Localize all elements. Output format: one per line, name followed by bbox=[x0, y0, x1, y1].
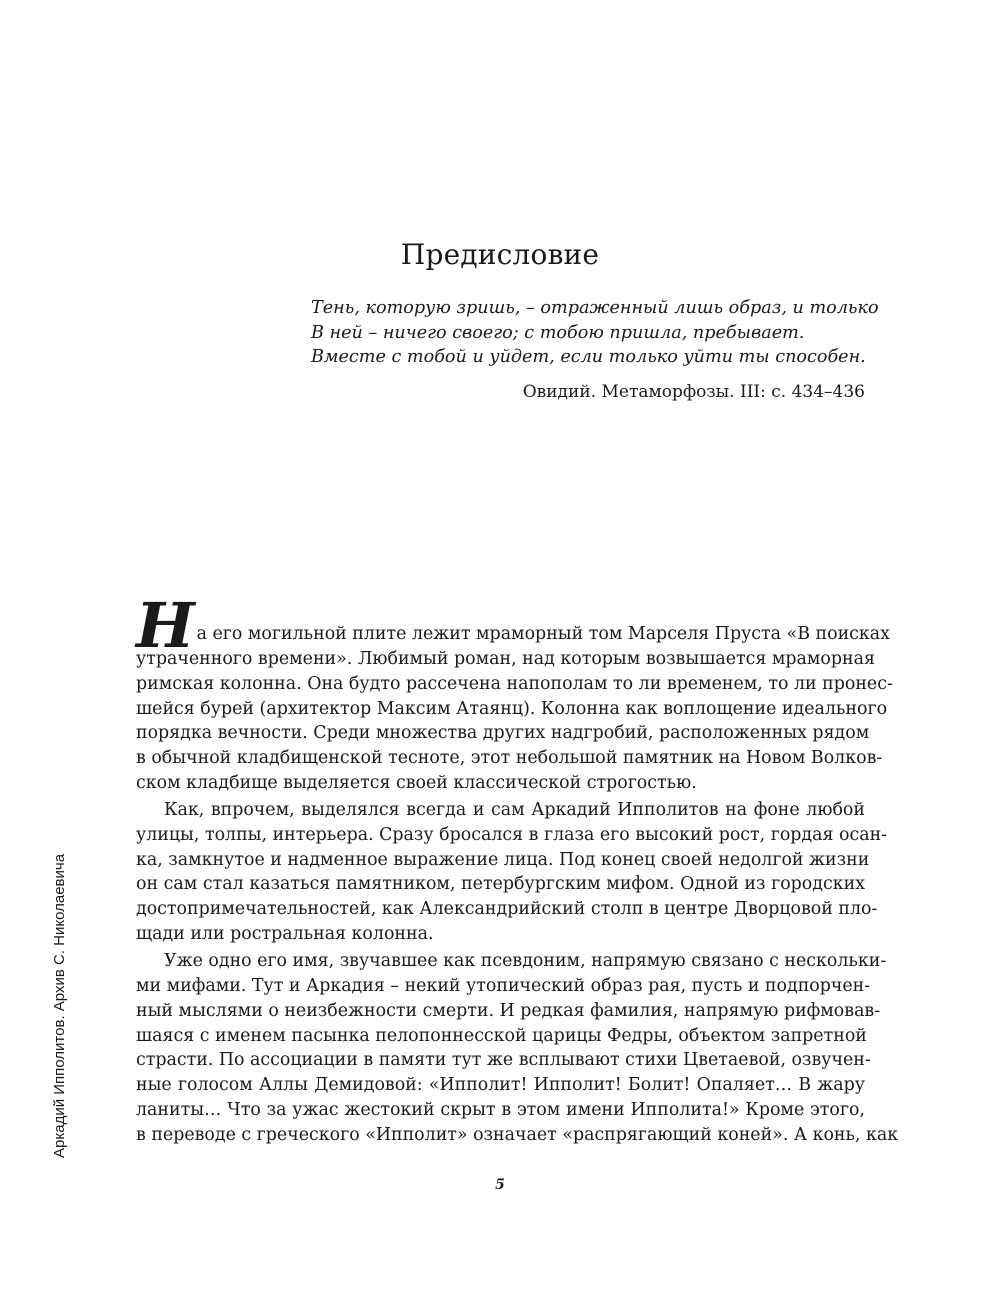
text-line: щади или ростральная колонна. bbox=[136, 924, 434, 945]
paragraph-3 bbox=[136, 949, 899, 1148]
text-line: а его могильной плите лежит мраморный том Марселя Пруста «В поисках bbox=[196, 624, 890, 644]
text-line: ском кладбище выделяется своей классической строгостью. bbox=[136, 773, 697, 794]
text-line: ный мыслями о неизбежности смерти. И редкая фамилия, напрямую рифмовав- bbox=[136, 1000, 881, 1021]
epigraph-line: Вместе с тобой и уйдет, если только уйти ты способен. bbox=[311, 347, 866, 367]
text-line: ланиты… Что за ужас жестокий скрыт в этом имени Ипполита!» Кроме этого, bbox=[136, 1100, 865, 1121]
page-number: 5 bbox=[495, 1177, 505, 1193]
epigraph-line: Тень, которую зришь, – отраженный лишь образ, и только bbox=[311, 298, 879, 318]
text-line: шаяся с именем пасынка пелопоннесской царицы Федры, объектом запретной bbox=[136, 1025, 867, 1046]
paragraph-2 bbox=[136, 798, 888, 947]
text-line: в обычной кладбищенской тесноте, этот небольшой памятник на Новом Волков- bbox=[136, 748, 883, 769]
paragraph-1 bbox=[136, 589, 893, 796]
text-line: он сам стал казаться памятником, петербургским мифом. Одной из городских bbox=[136, 874, 865, 895]
text-line: Как, впрочем, выделялся всегда и сам Аркадий Ипполитов на фоне любой bbox=[164, 799, 865, 820]
text-line: ные голосом Аллы Демидовой: «Ипполит! Ипполит! Болит! Опаляет… В жару bbox=[136, 1075, 865, 1096]
text-line: в переводе с греческого «Ипполит» означает «распрягающий коней». А конь, как bbox=[136, 1124, 899, 1145]
text-line: римская колонна. Она будто рассечена напополам то ли временем, то ли пронес- bbox=[136, 673, 893, 694]
text-line: страсти. По ассоциации в памяти тут же всплывают стихи Цветаевой, озвучен- bbox=[136, 1050, 871, 1071]
text-line: шейся бурей (архитектор Максим Атаянц). Колонна как воплощение идеального bbox=[136, 698, 888, 719]
running-head-vertical: Аркадий Ипполитов. Архив С. Николаевича bbox=[51, 853, 68, 1158]
text-line: Уже одно его имя, звучавшее как псевдоним, напрямую связано с нескольки- bbox=[164, 950, 887, 971]
body-text bbox=[136, 589, 899, 1148]
text-line: ка, замкнутое и надменное выражение лица. Под конец своей недолгой жизни bbox=[136, 849, 870, 870]
epigraph-source: Овидий. Метаморфозы. III: с. 434–436 bbox=[522, 382, 865, 402]
text-line: достопримечательностей, как Александрийский столп в центре Дворцовой пло- bbox=[136, 899, 878, 920]
epigraph bbox=[311, 296, 879, 370]
chapter-title: Предисловие bbox=[400, 238, 600, 271]
text-line: утраченного времени». Любимый роман, над которым возвышается мраморная bbox=[136, 648, 875, 669]
text-line: улицы, толпы, интерьера. Сразу бросался в глаза его высокий рост, гордая осан- bbox=[136, 824, 888, 845]
drop-cap: Н bbox=[136, 589, 195, 662]
text-line: порядка вечности. Среди множества других надгробий, расположенных рядом bbox=[136, 723, 870, 744]
epigraph-line: В ней – ничего своего; с тобою пришла, пребывает. bbox=[311, 322, 805, 343]
text-line: ми мифами. Тут и Аркадия – некий утопический образ рая, пусть и подпорчен- bbox=[136, 975, 871, 996]
